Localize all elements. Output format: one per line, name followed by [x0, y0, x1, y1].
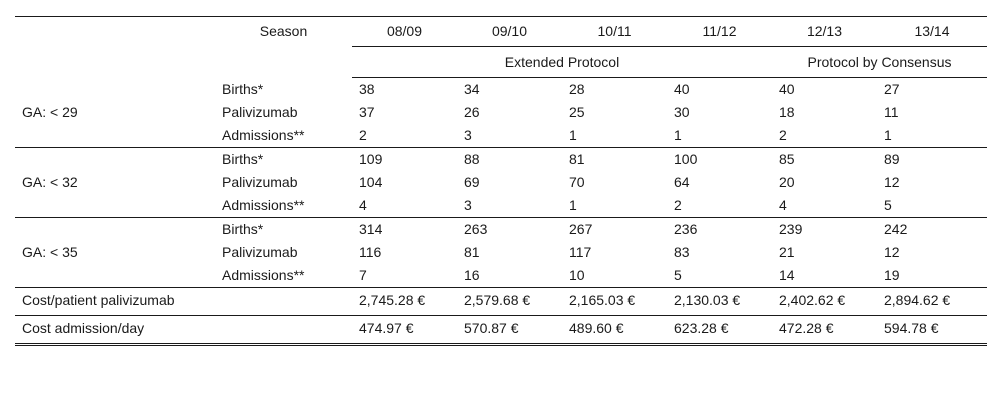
cost-cell: 2,579.68 € [457, 288, 562, 316]
table-cell: 88 [464, 151, 480, 167]
table-row [15, 148, 987, 172]
table-cell: 30 [674, 104, 690, 120]
cost-label: Cost/patient palivizumab [15, 288, 215, 316]
metric-label: Admissions** [215, 124, 352, 148]
table-cell: 12 [884, 174, 900, 190]
table-cell: 40 [779, 81, 795, 97]
table-cell: 1 [667, 124, 772, 148]
table-cell: 117 [569, 244, 592, 260]
table-cell: 20 [779, 174, 795, 190]
table-cell: 21 [779, 244, 795, 260]
table-cell: 70 [569, 174, 585, 190]
table-cell: 314 [359, 221, 383, 237]
season-header: 08/09 [352, 17, 457, 47]
consensus-protocol-label: Protocol by Consensus [772, 47, 987, 78]
cost-cell: 489.60 € [562, 316, 667, 345]
table-cell: 7 [352, 264, 457, 288]
metric-label: Births* [222, 151, 264, 167]
table-cell: 11 [884, 104, 899, 120]
cost-cell: 474.97 € [352, 316, 457, 345]
header-blank [15, 17, 215, 47]
metric-label: Palivizumab [222, 174, 298, 190]
table-cell: 239 [779, 221, 803, 237]
season-header: 11/12 [667, 17, 772, 47]
table-cell: 10 [562, 264, 667, 288]
table-cell: 89 [884, 151, 900, 167]
metric-label: Admissions** [215, 194, 352, 218]
table-cell: 3 [457, 194, 562, 218]
season-header: 10/11 [562, 17, 667, 47]
table-cell: 236 [674, 221, 698, 237]
palivizumab-table [15, 16, 987, 346]
table-cell: 4 [772, 194, 877, 218]
metric-label: Palivizumab [222, 104, 298, 120]
table-cell: 12 [884, 244, 900, 260]
table-cell: 27 [884, 81, 900, 97]
group-label: GA: < 32 [15, 148, 215, 218]
table-cell: 1 [877, 124, 987, 148]
table-cell: 2 [667, 194, 772, 218]
table-row [15, 78, 987, 102]
season-header: 13/14 [877, 17, 987, 47]
table-cell: 100 [674, 151, 698, 167]
table-cell: 3 [457, 124, 562, 148]
table-cell: 2 [352, 124, 457, 148]
cost-cell: 2,894.62 € [877, 288, 987, 316]
metric-label: Births* [222, 221, 264, 237]
table-cell: 116 [359, 244, 382, 260]
metric-label: Births* [222, 80, 264, 97]
table-cell: 69 [464, 174, 480, 190]
cost-cell: 2,745.28 € [352, 288, 457, 316]
extended-protocol-label: Extended Protocol [352, 47, 772, 78]
season-label: Season [215, 17, 352, 47]
data-table-container [15, 16, 987, 346]
table-cell: 64 [674, 174, 690, 190]
table-cell: 25 [569, 104, 585, 120]
protocol-row [15, 47, 987, 78]
table-cell: 18 [779, 104, 795, 120]
table-cell: 263 [464, 221, 488, 237]
table-cell: 81 [464, 244, 480, 260]
cost-cell: 2,402.62 € [772, 288, 877, 316]
table-cell: 5 [667, 264, 772, 288]
table-cell: 1 [562, 124, 667, 148]
table-cell: 37 [359, 104, 375, 120]
table-cell: 242 [884, 221, 908, 237]
group-label: GA: < 29 [15, 78, 215, 148]
header-row [15, 17, 987, 47]
cost-admission-row [15, 316, 987, 345]
season-header: 09/10 [457, 17, 562, 47]
table-cell: 40 [674, 81, 690, 97]
table-cell: 26 [464, 104, 480, 120]
table-cell: 104 [359, 174, 383, 190]
cost-cell: 2,165.03 € [562, 288, 667, 316]
table-cell: 28 [569, 81, 585, 97]
cost-cell: 570.87 € [457, 316, 562, 345]
table-cell: 4 [352, 194, 457, 218]
metric-label: Palivizumab [222, 244, 298, 260]
table-cell: 2 [772, 124, 877, 148]
cost-label: Cost admission/day [15, 316, 215, 345]
cost-cell: 2,130.03 € [667, 288, 772, 316]
table-row [15, 218, 987, 242]
metric-label: Admissions** [215, 264, 352, 288]
table-cell: 19 [877, 264, 987, 288]
cost-cell: 472.28 € [772, 316, 877, 345]
season-header: 12/13 [772, 17, 877, 47]
table-cell: 38 [359, 81, 375, 97]
table-cell: 267 [569, 221, 593, 237]
table-cell: 5 [877, 194, 987, 218]
table-cell: 109 [359, 151, 383, 167]
cost-patient-row [15, 288, 987, 316]
group-label: GA: < 35 [15, 218, 215, 288]
table-cell: 83 [674, 244, 690, 260]
cost-cell: 623.28 € [667, 316, 772, 345]
table-cell: 14 [772, 264, 877, 288]
table-cell: 34 [464, 81, 480, 97]
table-cell: 16 [457, 264, 562, 288]
table-cell: 85 [779, 151, 795, 167]
cost-cell: 594.78 € [877, 316, 987, 345]
table-cell: 81 [569, 151, 585, 167]
table-cell: 1 [562, 194, 667, 218]
